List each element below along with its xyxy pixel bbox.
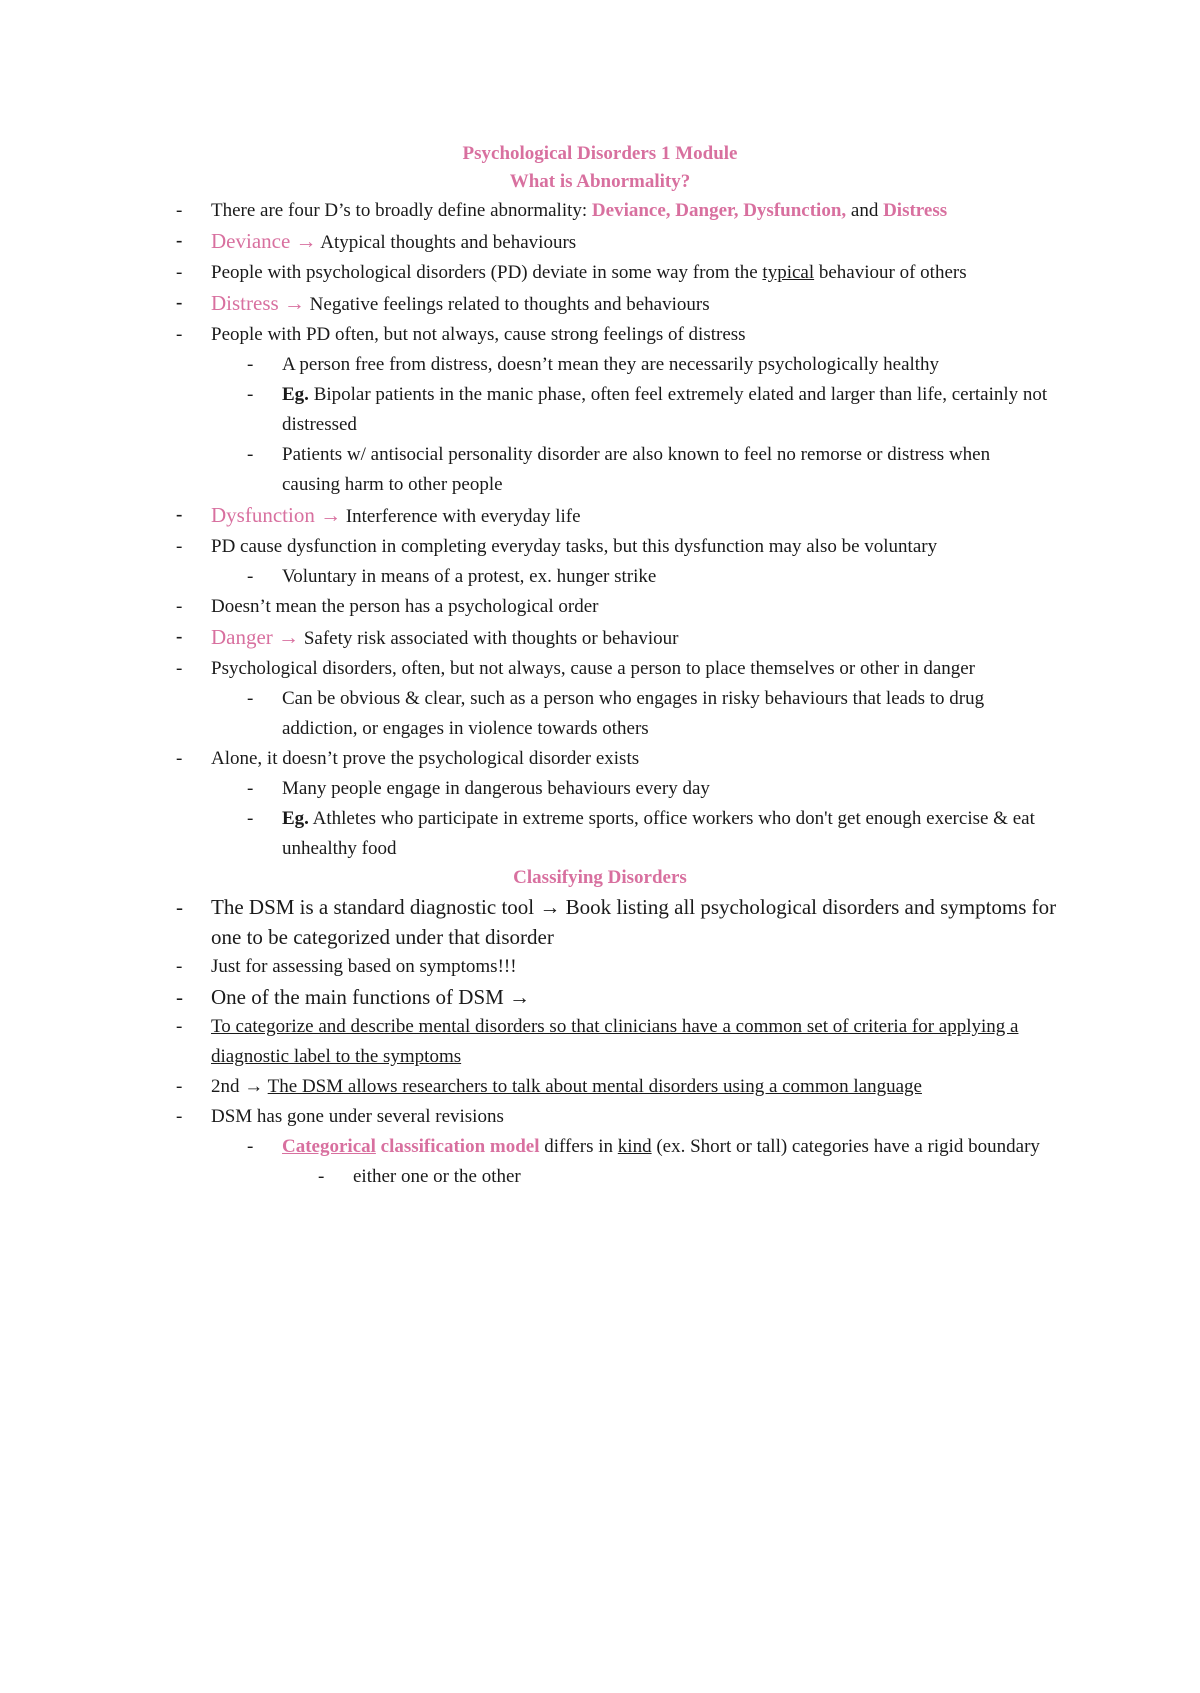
list-item: - People with psychological disorders (PD) deviate in some way from the typical behaviour of others: [0, 258, 1200, 288]
bullet-dash: -: [176, 324, 183, 345]
bullet-dash: -: [176, 262, 183, 283]
list-item: - Distress → Negative feelings related to thoughts and behaviours: [0, 288, 1200, 320]
bullet-dash: -: [247, 778, 254, 799]
bullet-dash: -: [176, 658, 183, 679]
list-item: - People with PD often, but not always, cause strong feelings of distress: [0, 320, 1200, 350]
bullet-dash: -: [247, 688, 254, 709]
document-title: Psychological Disorders 1 Module: [462, 143, 738, 164]
list-item: - Psychological disorders, often, but not always, cause a person to place themselves or other in danger: [0, 654, 1200, 684]
list-item: - Eg. Athletes who participate in extreme sports, office workers who don't get enough exercise & eat unhealthy food: [0, 804, 1200, 864]
bullet-dash: -: [176, 230, 183, 251]
list-item: - Many people engage in dangerous behaviours every day: [0, 774, 1200, 804]
term-categorical: Categorical: [282, 1136, 376, 1157]
term-distress: Distress →: [211, 291, 305, 315]
bullet-dash: -: [176, 292, 183, 313]
term-dysfunction: Dysfunction →: [211, 503, 342, 527]
list-item: - Doesn’t mean the person has a psychological order: [0, 592, 1200, 622]
document-page: [0, 140, 1200, 1693]
list-item: - One of the main functions of DSM →: [0, 982, 1200, 1012]
bullet-dash: -: [176, 1016, 183, 1037]
list-item: - Alone, it doesn’t prove the psychological disorder exists: [0, 744, 1200, 774]
list-item: - Danger → Safety risk associated with thoughts or behaviour: [0, 622, 1200, 654]
notes-list-abnormality: [0, 196, 1200, 864]
bullet-dash: -: [247, 354, 254, 375]
bullet-dash: -: [176, 895, 183, 919]
bullet-dash: -: [247, 384, 254, 405]
bullet-dash: -: [176, 956, 183, 977]
bullet-dash: -: [247, 444, 254, 465]
list-item: - There are four D’s to broadly define abnormality: Deviance, Danger, Dysfunction, and Distress: [0, 196, 1200, 226]
list-item: - Patients w/ antisocial personality disorder are also known to feel no remorse or distress when causing harm to other people: [0, 440, 1200, 500]
list-item: - A person free from distress, doesn’t mean they are necessarily psychologically healthy: [0, 350, 1200, 380]
list-item: - Just for assessing based on symptoms!!!: [0, 952, 1200, 982]
section-heading-abnormality: What is Abnormality?: [509, 171, 691, 192]
bullet-dash: -: [176, 596, 183, 617]
bullet-dash: -: [176, 504, 183, 525]
bullet-dash: -: [176, 1106, 183, 1127]
bullet-dash: -: [247, 1136, 254, 1157]
bullet-dash: -: [176, 985, 183, 1009]
section-heading-classifying: Classifying Disorders: [513, 867, 687, 888]
bullet-dash: -: [176, 200, 183, 221]
bullet-dash: -: [247, 808, 254, 829]
bullet-dash: -: [176, 626, 183, 647]
notes-list-classifying: [0, 892, 1200, 1192]
term-deviance: Deviance →: [211, 229, 317, 253]
list-item: - Eg. Bipolar patients in the manic phase, often feel extremely elated and larger than life, certainly not distressed: [0, 380, 1200, 440]
list-item: - Can be obvious & clear, such as a person who engages in risky behaviours that leads to drug addiction, or engages in violence towards others: [0, 684, 1200, 744]
list-item: - DSM has gone under several revisions: [0, 1102, 1200, 1132]
list-item: - Dysfunction → Interference with everyday life: [0, 500, 1200, 532]
list-item: - PD cause dysfunction in completing everyday tasks, but this dysfunction may also be voluntary: [0, 532, 1200, 562]
list-item: - Voluntary in means of a protest, ex. hunger strike: [0, 562, 1200, 592]
bullet-dash: -: [318, 1166, 325, 1187]
distress-term: Distress: [883, 200, 948, 221]
four-ds-terms: Deviance, Danger, Dysfunction,: [591, 200, 847, 221]
list-item: - The DSM is a standard diagnostic tool → Book listing all psychological disorders and symptoms for one to be categorized under that disorder: [0, 892, 1200, 952]
bullet-dash: -: [176, 1076, 183, 1097]
list-item: - Categorical classification model differs in kind (ex. Short or tall) categories have a rigid boundary: [0, 1132, 1200, 1162]
term-danger: Danger →: [211, 625, 300, 649]
bullet-dash: -: [176, 748, 183, 769]
list-item: - To categorize and describe mental disorders so that clinicians have a common set of criteria for applying a diagnostic label to the symptoms: [0, 1012, 1200, 1072]
list-item: - Deviance → Atypical thoughts and behaviours: [0, 226, 1200, 258]
bullet-dash: -: [176, 536, 183, 557]
list-item: - either one or the other: [0, 1162, 1200, 1192]
list-item: - 2nd → The DSM allows researchers to talk about mental disorders using a common language: [0, 1072, 1200, 1102]
bullet-dash: -: [247, 566, 254, 587]
